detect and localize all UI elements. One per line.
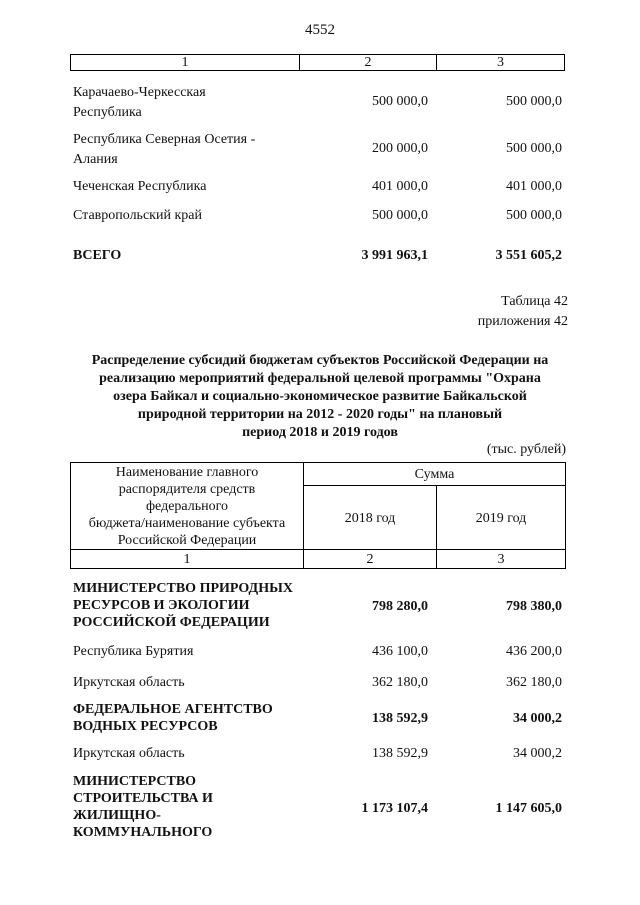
header-name-line: распорядителя средств (118, 482, 256, 497)
table2-row-value-2019: 436 200,0 (506, 644, 562, 659)
table2-row-label (73, 580, 293, 631)
table2-row-label (73, 773, 213, 841)
table2-heading (60, 352, 580, 442)
table1-row-value-3: 500 000,0 (506, 94, 562, 109)
table2-header-name (71, 464, 303, 549)
table2-header-sum: Сумма (414, 467, 455, 482)
table2-colnum-3: 3 (497, 552, 505, 567)
table1-col-1: 1 (181, 55, 189, 70)
table2-header-sum-divider (304, 485, 565, 486)
table1-row-value-3: 500 000,0 (506, 141, 562, 156)
table1-row-value-3: 401 000,0 (506, 179, 562, 194)
table1-col-3: 3 (497, 55, 504, 70)
table1-row-label (73, 83, 206, 123)
table2-header-year-2019: 2019 год (475, 511, 527, 526)
table1-total-value-2: 3 991 963,1 (361, 248, 428, 263)
table1-row-label (73, 206, 202, 226)
heading-line: Распределение субсидий бюджетам субъектов Российской Федерации на (91, 353, 549, 368)
table2-row-label-line: Иркутская область (73, 675, 185, 690)
table1-row-value-2: 200 000,0 (372, 141, 428, 156)
table2-header-year-2018: 2018 год (344, 511, 396, 526)
table2-row-label (73, 642, 193, 662)
table2-row-label-line: СТРОИТЕЛЬСТВА И (73, 791, 213, 806)
heading-line: озера Байкал и социально-экономическое развитие Байкальской (113, 389, 527, 404)
table2-row-value-2018: 1 173 107,4 (361, 801, 428, 816)
table2-colnum-1: 1 (183, 552, 191, 567)
table2-row-value-2018: 138 592,9 (372, 746, 428, 761)
table2-row-label-line: Иркутская область (73, 746, 185, 761)
table1-row-value-3: 500 000,0 (506, 208, 562, 223)
table1-col-2: 2 (364, 55, 372, 70)
table2-row-value-2018: 362 180,0 (372, 675, 428, 690)
table1-row-label-line: Республика Северная Осетия - (73, 132, 256, 147)
table-caption-line: приложения 42 (477, 314, 568, 329)
table2-row-label-line: ФЕДЕРАЛЬНОЕ АГЕНТСТВО (73, 702, 273, 717)
table2-row-value-2018: 138 592,9 (372, 711, 428, 726)
table2-colnum-2: 2 (366, 552, 374, 567)
table2-header-divider (71, 549, 565, 550)
table1-row-label-line: Ставропольский край (73, 208, 202, 223)
table2-row-value-2018: 436 100,0 (372, 644, 428, 659)
table1-total-value-3: 3 551 605,2 (495, 248, 562, 263)
table1-row-value-2: 401 000,0 (372, 179, 428, 194)
table2-row-value-2019: 798 380,0 (506, 599, 562, 614)
table1-row-value-2: 500 000,0 (372, 208, 428, 223)
table2-row-label (73, 701, 273, 735)
header-name-line: Наименование главного (115, 465, 259, 480)
units-label: (тыс. рублей) (486, 442, 566, 457)
table2-row-label (73, 673, 185, 693)
table2-row-value-2019: 362 180,0 (506, 675, 562, 690)
table2-row-value-2019: 34 000,2 (513, 711, 562, 726)
table1-header-row (70, 54, 565, 71)
table2-row-label (73, 744, 185, 764)
heading-line: реализацию мероприятий федеральной целевой программы "Охрана (99, 371, 541, 386)
table1-row-label-line: Чеченская Республика (73, 179, 207, 194)
table1-row-label (73, 130, 255, 170)
table-caption-line: Таблица 42 (501, 294, 568, 309)
table2-row-label-line: ВОДНЫХ РЕСУРСОВ (73, 719, 218, 734)
table2-row-label-line: Республика Бурятия (73, 644, 194, 659)
table1-row-label-line: Республика (73, 105, 142, 120)
table1-row-label-line: Карачаево-Черкесская (73, 85, 206, 100)
table2-row-value-2019: 34 000,2 (513, 746, 562, 761)
table2-header (70, 462, 566, 569)
header-name-line: Российской Федерации (117, 533, 257, 548)
heading-line: период 2018 и 2019 годов (242, 425, 398, 440)
table2-row-label-line: МИНИСТЕРСТВО ПРИРОДНЫХ (73, 581, 293, 596)
heading-line: природной территории на 2012 - 2020 годы" на плановый (137, 407, 503, 422)
header-name-line: бюджета/наименование субъекта (88, 516, 286, 531)
table2-row-value-2018: 798 280,0 (372, 599, 428, 614)
header-name-line: федерального (145, 499, 229, 514)
table1-total-label: ВСЕГО (73, 248, 122, 263)
page-number: 4552 (305, 22, 335, 38)
table2-row-label-line: ЖИЛИЩНО- (73, 808, 161, 823)
table2-row-label-line: МИНИСТЕРСТВО (73, 774, 197, 789)
table2-row-label-line: РЕСУРСОВ И ЭКОЛОГИИ (73, 598, 250, 613)
table1-row-value-2: 500 000,0 (372, 94, 428, 109)
table1-row-label-line: Алания (73, 152, 118, 167)
table1-row-label (73, 177, 206, 197)
table2-row-value-2019: 1 147 605,0 (495, 801, 562, 816)
table-caption (380, 292, 568, 332)
table2-row-label-line: РОССИЙСКОЙ ФЕДЕРАЦИИ (73, 615, 270, 630)
table2-row-label-line: КОММУНАЛЬНОГО (73, 825, 213, 840)
